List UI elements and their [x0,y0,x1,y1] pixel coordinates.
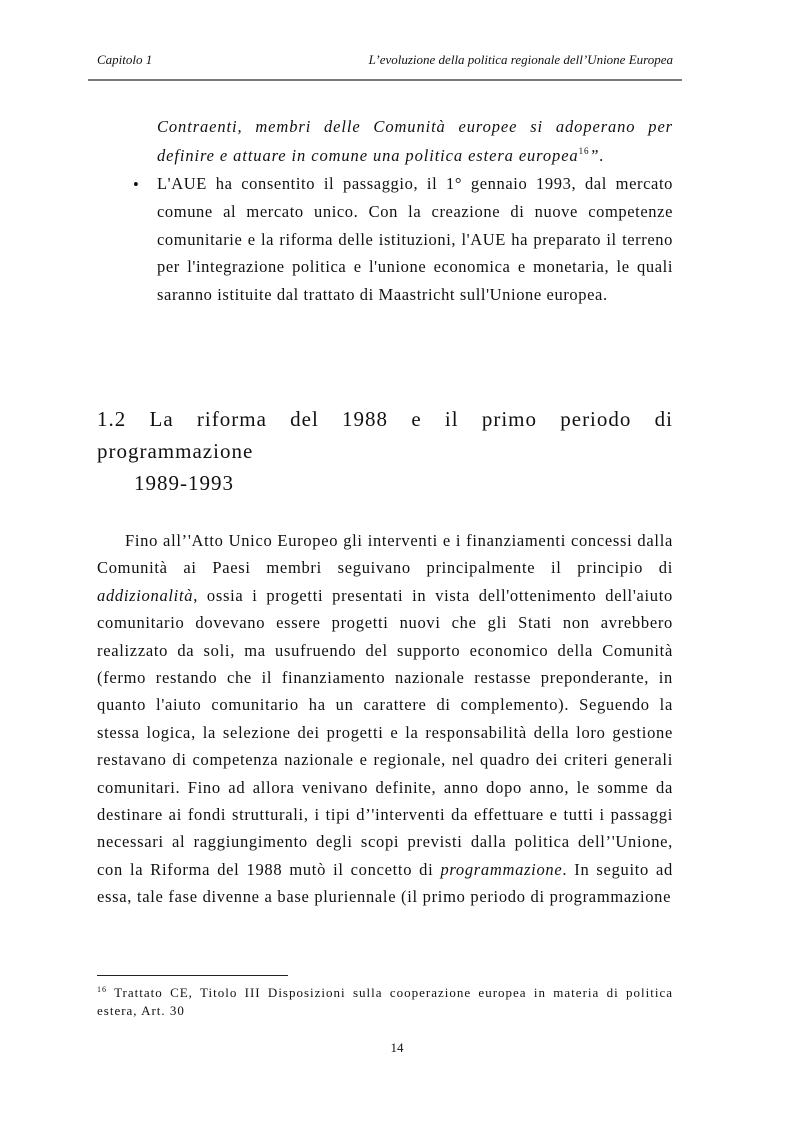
section-heading [97,403,673,499]
header-running-title: L’evoluzione della politica regionale dell’Unione Europea [368,52,673,67]
body-text-2: , ossia i progetti presentati in vista dell'ottenimento dell'aiuto comunitario dovevano essere progetti nuovi che gli Stati non avrebbero realizzato da soli, ma usufruendo del supporto economico della Comunità (fermo restando che il finanziamento nazionale restasse preponderante, in quanto l'aiuto comunitario ha un carattere di complemento). Seguendo la stessa logica, la selezione dei progetti e la responsabilità della loro gestione restavano di competenza nazionale e regionale, nel quadro dei criteri generali comunitari. Fino ad allora venivano definite, anno dopo anno, le somme da destinare ai fondi strutturali, i tipi d’'interventi da effettuare e tutti i passaggi necessari al raggiungimento degli scopi previsti dalla politica dell’'Unione, con la Riforma del 1988 mutò il concetto di [97,585,673,879]
quote-line-2-text: definire e attuare in comune una politica estera europea [157,146,579,165]
page-number: 14 [390,1040,404,1055]
body-emphasis-programmazione: programmazione [440,859,563,879]
body-text-3: . In seguito ad essa, tale fase divenne a base pluriennale (il primo periodo di programmazione [97,859,673,907]
quote-line-1: Contraenti, membri delle Comunità europee si adoperano per [157,117,673,136]
footnote-reference[interactable]: 16 [578,146,590,156]
header-rule [88,79,682,81]
footnote [97,984,673,1020]
footnote-rule [97,975,288,976]
section-heading-line-1: 1.2 La riforma del 1988 e il primo periodo di programmazione [97,407,673,463]
body-text-1: Fino all’'Atto Unico Europeo gli interventi e i finanziamenti concessi dalla Comunità ai Paesi membri seguivano principalmente il principio di [97,531,673,578]
footnote-text: Trattato CE, Titolo III Disposizioni sulla cooperazione europea in materia di politica estera, Art. 30 [97,985,673,1018]
quote-line-2 [157,141,605,170]
body-emphasis-addizionalita: addizionalità [97,585,194,605]
bullet-icon: • [133,175,139,194]
body-paragraph [97,527,673,911]
bullet-paragraph: L'AUE ha consentito il passaggio, il 1° gennaio 1993, dal mercato comune al mercato unico. Con la creazione di nuove competenze comunitarie e la riforma delle istituzioni, l'AUE ha preparato il terreno per l'integrazione politica e l'unione economica e monetaria, le quali saranno istituite dal trattato di Maastricht sull'Unione europea. [157,174,673,305]
quote-closing: ”. [589,146,605,165]
section-heading-line-2: 1989-1993 [134,471,234,495]
header-chapter: Capitolo 1 [97,52,153,67]
footnote-number: 16 [97,985,107,994]
